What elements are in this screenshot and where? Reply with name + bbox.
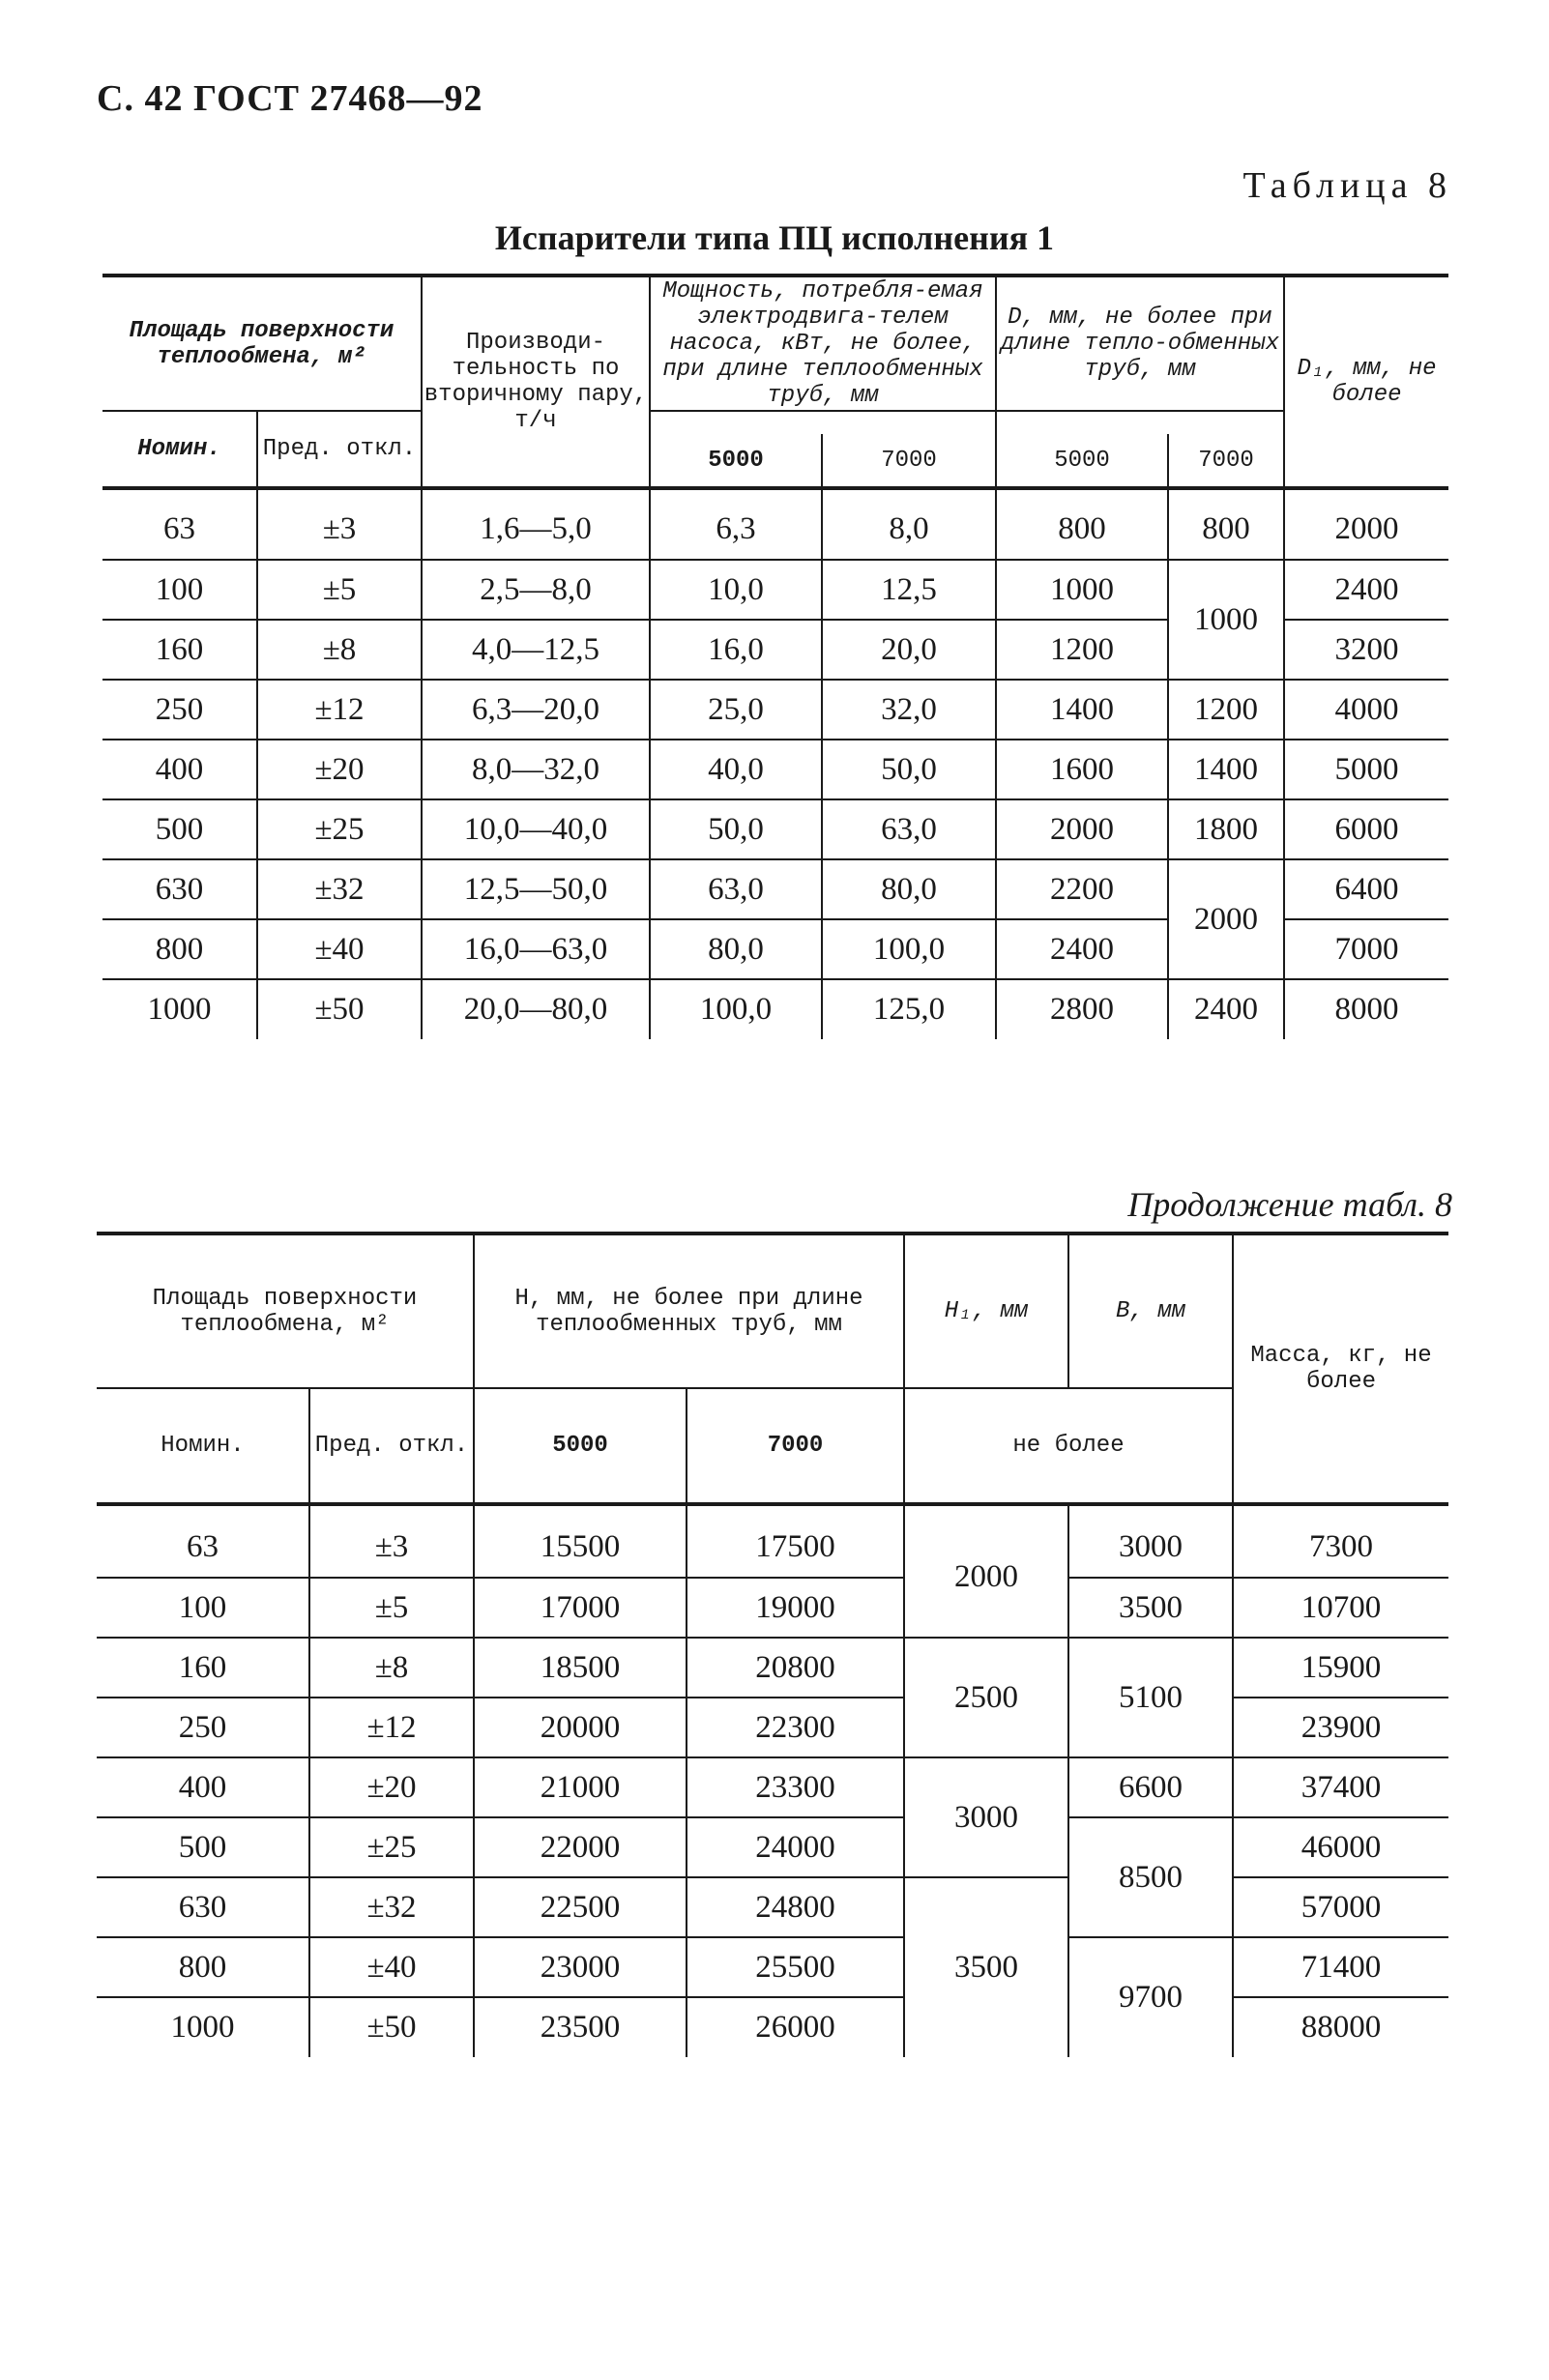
cell-mass: 10700 xyxy=(1233,1578,1448,1638)
cell-capacity: 10,0—40,0 xyxy=(422,799,650,859)
cell-power-5000: 16,0 xyxy=(650,620,822,680)
cell-h-5000: 23000 xyxy=(474,1937,687,1997)
table-row xyxy=(102,500,1448,560)
table-row xyxy=(97,1698,1448,1757)
cell-b: 3000 xyxy=(1068,1518,1233,1578)
cell-capacity: 16,0—63,0 xyxy=(422,919,650,979)
cell-h1: 3000 xyxy=(904,1757,1068,1877)
continuation-label: Продолжение табл. 8 xyxy=(1127,1185,1452,1224)
cell-h1: 3500 xyxy=(904,1877,1068,2057)
header-h1: H₁, мм xyxy=(904,1234,1068,1388)
cell-power-5000: 100,0 xyxy=(650,979,822,1039)
cell-nominal: 100 xyxy=(97,1578,309,1638)
cell-nominal: 63 xyxy=(102,500,257,560)
cell-deviation: ±40 xyxy=(309,1937,474,1997)
cell-h-5000: 22000 xyxy=(474,1817,687,1877)
cell-nominal: 800 xyxy=(102,919,257,979)
cell-h1: 2000 xyxy=(904,1518,1068,1638)
cell-h-7000: 20800 xyxy=(687,1638,904,1698)
cell-deviation: ±3 xyxy=(257,500,422,560)
cell-deviation: ±50 xyxy=(309,1997,474,2057)
header-nominal: Номин. xyxy=(102,411,257,488)
cell-h-7000: 23300 xyxy=(687,1757,904,1817)
cell-deviation: ±5 xyxy=(309,1578,474,1638)
cell-h-7000: 25500 xyxy=(687,1937,904,1997)
cell-deviation: ±20 xyxy=(309,1757,474,1817)
cell-nominal: 160 xyxy=(97,1638,309,1698)
header-deviation: Пред. откл. xyxy=(257,411,422,488)
cell-d-5000: 1600 xyxy=(996,740,1168,799)
header-h: H, мм, не более при длине теплообменных труб, мм xyxy=(474,1234,904,1388)
header-power-7000: 7000 xyxy=(822,434,996,488)
cell-deviation: ±12 xyxy=(309,1698,474,1757)
cell-mass: 15900 xyxy=(1233,1638,1448,1698)
cell-d-7000: 1400 xyxy=(1168,740,1284,799)
cell-mass: 37400 xyxy=(1233,1757,1448,1817)
cell-d-7000: 800 xyxy=(1168,500,1284,560)
cell-h-7000: 22300 xyxy=(687,1698,904,1757)
cell-capacity: 2,5—8,0 xyxy=(422,560,650,620)
table-label: Таблица 8 xyxy=(1242,165,1452,206)
cell-h-5000: 17000 xyxy=(474,1578,687,1638)
cell-nominal: 1000 xyxy=(97,1997,309,2057)
cell-power-5000: 40,0 xyxy=(650,740,822,799)
cell-d-5000: 2400 xyxy=(996,919,1168,979)
table-row xyxy=(102,979,1448,1039)
cell-capacity: 12,5—50,0 xyxy=(422,859,650,919)
header-h-7000: 7000 xyxy=(687,1388,904,1504)
cell-h-5000: 22500 xyxy=(474,1877,687,1937)
table-row xyxy=(97,1937,1448,1997)
cell-d-5000: 2800 xyxy=(996,979,1168,1039)
cell-d1: 2400 xyxy=(1284,560,1448,620)
cell-power-5000: 10,0 xyxy=(650,560,822,620)
cell-h-5000: 23500 xyxy=(474,1997,687,2057)
evaporator-table-2 xyxy=(97,1232,1448,2057)
cell-d-5000: 800 xyxy=(996,500,1168,560)
cell-h1: 2500 xyxy=(904,1638,1068,1757)
table-row xyxy=(97,1518,1448,1578)
table-row xyxy=(102,799,1448,859)
cell-b: 8500 xyxy=(1068,1817,1233,1937)
cell-d-5000: 1400 xyxy=(996,680,1168,740)
table-row xyxy=(102,740,1448,799)
table-row xyxy=(102,680,1448,740)
cell-power-7000: 125,0 xyxy=(822,979,996,1039)
cell-nominal: 400 xyxy=(102,740,257,799)
cell-d-7000: 1000 xyxy=(1168,560,1284,680)
cell-d1: 5000 xyxy=(1284,740,1448,799)
cell-nominal: 1000 xyxy=(102,979,257,1039)
cell-d1: 2000 xyxy=(1284,500,1448,560)
cell-deviation: ±25 xyxy=(309,1817,474,1877)
table-row xyxy=(97,1638,1448,1698)
cell-nominal: 500 xyxy=(102,799,257,859)
header-area: Площадь поверхности теплообмена, м² xyxy=(97,1234,474,1388)
cell-power-7000: 50,0 xyxy=(822,740,996,799)
cell-b: 3500 xyxy=(1068,1578,1233,1638)
header-power: Мощность, потребля-емая электродвига-телем насоса, кВт, не более, при длине теплообменных труб, мм xyxy=(650,276,996,411)
cell-nominal: 250 xyxy=(97,1698,309,1757)
cell-power-5000: 25,0 xyxy=(650,680,822,740)
cell-deviation: ±50 xyxy=(257,979,422,1039)
header-d: D, мм, не более при длине тепло-обменных труб, мм xyxy=(996,276,1284,411)
evaporator-table-1 xyxy=(102,274,1448,1039)
cell-deviation: ±8 xyxy=(257,620,422,680)
header-area: Площадь поверхности теплообмена, м² xyxy=(102,276,422,411)
cell-deviation: ±20 xyxy=(257,740,422,799)
cell-nominal: 400 xyxy=(97,1757,309,1817)
cell-power-7000: 80,0 xyxy=(822,859,996,919)
cell-d-5000: 1000 xyxy=(996,560,1168,620)
cell-h-7000: 19000 xyxy=(687,1578,904,1638)
cell-deviation: ±32 xyxy=(309,1877,474,1937)
cell-deviation: ±5 xyxy=(257,560,422,620)
cell-h-5000: 20000 xyxy=(474,1698,687,1757)
cell-d-5000: 2200 xyxy=(996,859,1168,919)
cell-nominal: 63 xyxy=(97,1518,309,1578)
cell-power-5000: 80,0 xyxy=(650,919,822,979)
header-d-7000: 7000 xyxy=(1168,434,1284,488)
cell-d-7000: 2400 xyxy=(1168,979,1284,1039)
cell-deviation: ±12 xyxy=(257,680,422,740)
cell-capacity: 8,0—32,0 xyxy=(422,740,650,799)
header-not-more: не более xyxy=(904,1388,1233,1504)
cell-power-7000: 8,0 xyxy=(822,500,996,560)
cell-mass: 46000 xyxy=(1233,1817,1448,1877)
cell-d1: 4000 xyxy=(1284,680,1448,740)
header-nominal: Номин. xyxy=(97,1388,309,1504)
cell-mass: 23900 xyxy=(1233,1698,1448,1757)
cell-mass: 88000 xyxy=(1301,2010,1382,2045)
table-row xyxy=(97,1997,1448,2057)
table-row xyxy=(97,1877,1448,1937)
table-row xyxy=(102,560,1448,620)
cell-d-7000: 1800 xyxy=(1168,799,1284,859)
header-b: B, мм xyxy=(1068,1234,1233,1388)
cell-b: 5100 xyxy=(1068,1638,1233,1757)
cell-mass: 71400 xyxy=(1233,1937,1448,1997)
cell-deviation: ±8 xyxy=(309,1638,474,1698)
cell-capacity: 6,3—20,0 xyxy=(422,680,650,740)
cell-d1: 6400 xyxy=(1284,859,1448,919)
cell-nominal: 500 xyxy=(97,1817,309,1877)
cell-capacity: 1,6—5,0 xyxy=(422,500,650,560)
header-spacer xyxy=(650,411,996,434)
cell-nominal: 800 xyxy=(97,1937,309,1997)
cell-nominal: 160 xyxy=(102,620,257,680)
cell-d1: 6000 xyxy=(1284,799,1448,859)
header-mass: Масса, кг, не более xyxy=(1233,1234,1448,1504)
header-deviation: Пред. откл. xyxy=(309,1388,474,1504)
cell-capacity: 4,0—12,5 xyxy=(422,620,650,680)
header-capacity: Производи-тельность по вторичному пару, т/ч xyxy=(422,276,650,488)
cell-power-7000: 63,0 xyxy=(822,799,996,859)
header-h-5000: 5000 xyxy=(474,1388,687,1504)
header-d1: D₁, мм, не более xyxy=(1284,276,1448,488)
cell-mass: 57000 xyxy=(1233,1877,1448,1937)
cell-d-7000: 2000 xyxy=(1168,859,1284,979)
cell-nominal: 630 xyxy=(102,859,257,919)
cell-h-5000: 18500 xyxy=(474,1638,687,1698)
cell-h-5000: 21000 xyxy=(474,1757,687,1817)
cell-power-5000: 63,0 xyxy=(650,859,822,919)
header-spacer xyxy=(996,411,1284,434)
cell-power-7000: 12,5 xyxy=(822,560,996,620)
cell-h-7000: 17500 xyxy=(687,1518,904,1578)
header-d-5000: 5000 xyxy=(996,434,1168,488)
cell-deviation: ±40 xyxy=(257,919,422,979)
cell-power-5000: 6,3 xyxy=(650,500,822,560)
cell-h-7000: 24800 xyxy=(687,1877,904,1937)
cell-power-7000: 100,0 xyxy=(822,919,996,979)
cell-power-7000: 20,0 xyxy=(822,620,996,680)
cell-deviation: ±3 xyxy=(309,1518,474,1578)
cell-h-7000: 26000 xyxy=(687,1997,904,2057)
cell-deviation: ±25 xyxy=(257,799,422,859)
cell-capacity: 20,0—80,0 xyxy=(422,979,650,1039)
cell-d-5000: 2000 xyxy=(996,799,1168,859)
cell-power-7000: 32,0 xyxy=(822,680,996,740)
cell-d-5000: 1200 xyxy=(996,620,1168,680)
cell-b: 6600 xyxy=(1068,1757,1233,1817)
cell-b: 9700 xyxy=(1068,1937,1233,2057)
cell-d1: 3200 xyxy=(1284,620,1448,680)
cell-nominal: 630 xyxy=(97,1877,309,1937)
table-row xyxy=(97,1578,1448,1638)
header-power-5000: 5000 xyxy=(650,434,822,488)
cell-d1: 8000 xyxy=(1334,992,1399,1027)
cell-h-7000: 24000 xyxy=(687,1817,904,1877)
cell-nominal: 100 xyxy=(102,560,257,620)
table-row xyxy=(97,1757,1448,1817)
cell-mass: 7300 xyxy=(1233,1518,1448,1578)
cell-deviation: ±32 xyxy=(257,859,422,919)
cell-h-5000: 15500 xyxy=(474,1518,687,1578)
table-title: Испарители типа ПЦ исполнения 1 xyxy=(494,218,1055,257)
cell-d-7000: 1200 xyxy=(1168,680,1284,740)
cell-power-5000: 50,0 xyxy=(650,799,822,859)
table-row xyxy=(102,859,1448,919)
cell-nominal: 250 xyxy=(102,680,257,740)
page-header: С. 42 ГОСТ 27468—92 xyxy=(97,78,483,119)
table-row xyxy=(97,1817,1448,1877)
cell-d1: 7000 xyxy=(1284,919,1448,979)
